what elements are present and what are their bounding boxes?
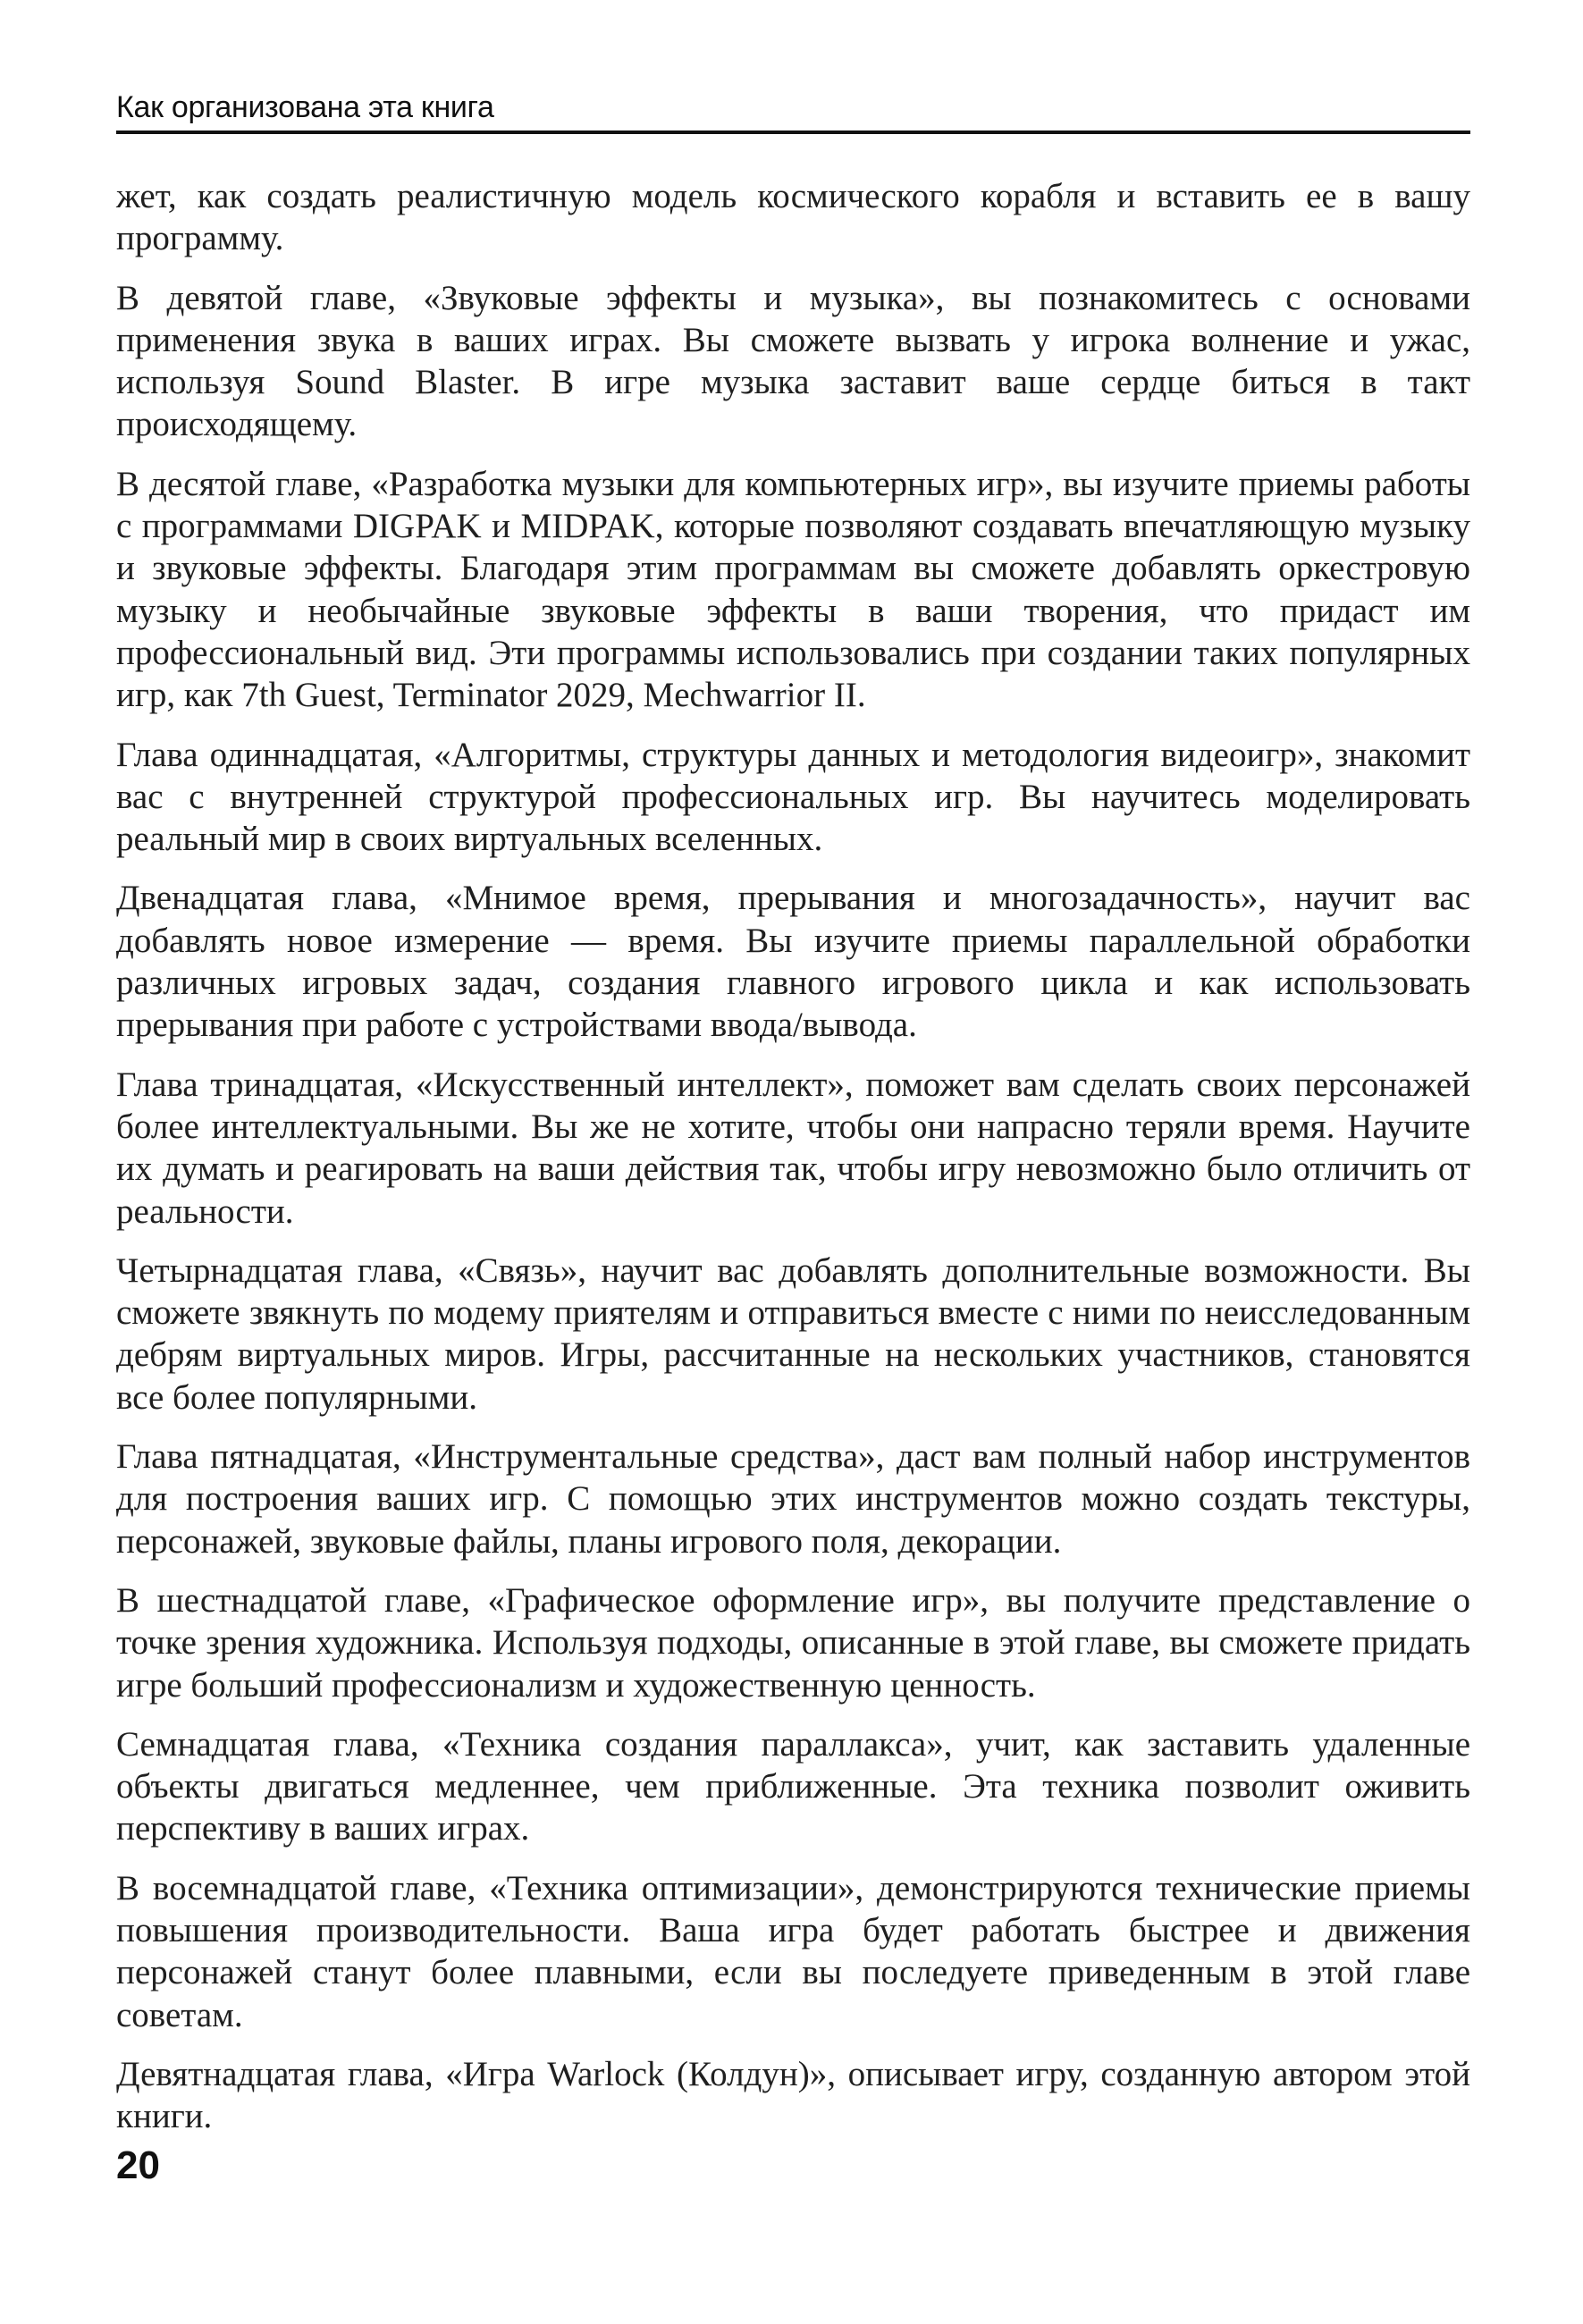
paragraph-chapter-10: В десятой главе, «Разработка музыки для компьютерных игр», вы изучите приемы работы с программами DIGPAK и MIDPAK, которые позволяют создавать впечатляющую музыку и звуковые эффекты. Благодаря этим программам вы сможете добавлять оркестровую музыку и необычайные звуковые эффекты в ваши творения, что придаст им профессиональный вид. Эти программы использовались при создании таких популярных игр, как 7th Guest, Terminator 2029, Mechwarrior II.	[116, 464, 1470, 715]
paragraph-chapter-19: Девятнадцатая глава, «Игра Warlock (Колдун)», описывает игру, созданную автором этой книги.	[116, 2054, 1470, 2136]
paragraph-chapter-13: Глава тринадцатая, «Искусственный интеллект», поможет вам сделать своих персонажей более интеллектуальными. Вы же не хотите, чтобы они напрасно теряли время. Научите их думать и реагировать на ваши действия так, чтобы игру невозможно было отличить от реальности.	[116, 1065, 1470, 1231]
paragraph-chapter-8-continued: жет, как создать реалистичную модель космического корабля и вставить ее в вашу программу.	[116, 177, 1470, 258]
paragraph-chapter-12: Двенадцатая глава, «Мнимое время, прерывания и многозадачность», научит вас добавлять новое измерение — время. Вы изучите приемы параллельной обработки различных игровых задач, создания главного игрового цикла и как использовать прерывания при работе с устройствами ввода/вывода.	[116, 879, 1470, 1045]
running-header-title: Как организована эта книга	[116, 90, 494, 124]
page-number: 20	[116, 2143, 160, 2187]
running-header	[116, 89, 1470, 134]
book-page	[116, 0, 1470, 2324]
paragraph-chapter-17: Семнадцатая глава, «Техника создания параллакса», учит, как заставить удаленные объекты двигаться медленнее, чем приближенные. Эта техника позволит оживить перспективу в ваших играх.	[116, 1724, 1470, 1848]
paragraph-chapter-15: Глава пятнадцатая, «Инструментальные средства», даст вам полный набор инструментов для построения ваших игр. С помощью этих инструментов можно создать текстуры, персонажей, звуковые файлы, планы игрового поля, декорации.	[116, 1437, 1470, 1561]
paragraph-chapter-9: В девятой главе, «Звуковые эффекты и музыка», вы познакомитесь с основами применения звука в ваших играх. Вы сможете вызвать у игрока волнение и ужас, используя Sound Blaster. В игре музыка заставит ваше сердце биться в такт происходящему.	[116, 278, 1470, 444]
paragraph-chapter-14: Четырнадцатая глава, «Связь», научит вас добавлять дополнительные возможности. Вы сможете звякнуть по модему приятелям и отправиться вместе с ними по неисследованным дебрям виртуальных миров. Игры, рассчитанные на нескольких участников, становятся все более популярными.	[116, 1250, 1470, 1417]
paragraph-chapter-16: В шестнадцатой главе, «Графическое оформление игр», вы получите представление о точке зрения художника. Используя подходы, описанные в этой главе, вы сможете придать игре больший профессионализм и художественную ценность.	[116, 1580, 1470, 1705]
paragraph-chapter-11: Глава одиннадцатая, «Алгоритмы, структуры данных и методология видеоигр», знакомит вас с внутренней структурой профессиональных игр. Вы научитесь моделировать реальный мир в своих виртуальных вселенных.	[116, 735, 1470, 859]
body-text	[116, 175, 1470, 2154]
paragraph-chapter-18: В восемнадцатой главе, «Техника оптимизации», демонстрируются технические приемы повышения производительности. Ваша игра будет работать быстрее и движения персонажей станут более плавными, если вы последуете приведенным в этой главе советам.	[116, 1868, 1470, 2034]
